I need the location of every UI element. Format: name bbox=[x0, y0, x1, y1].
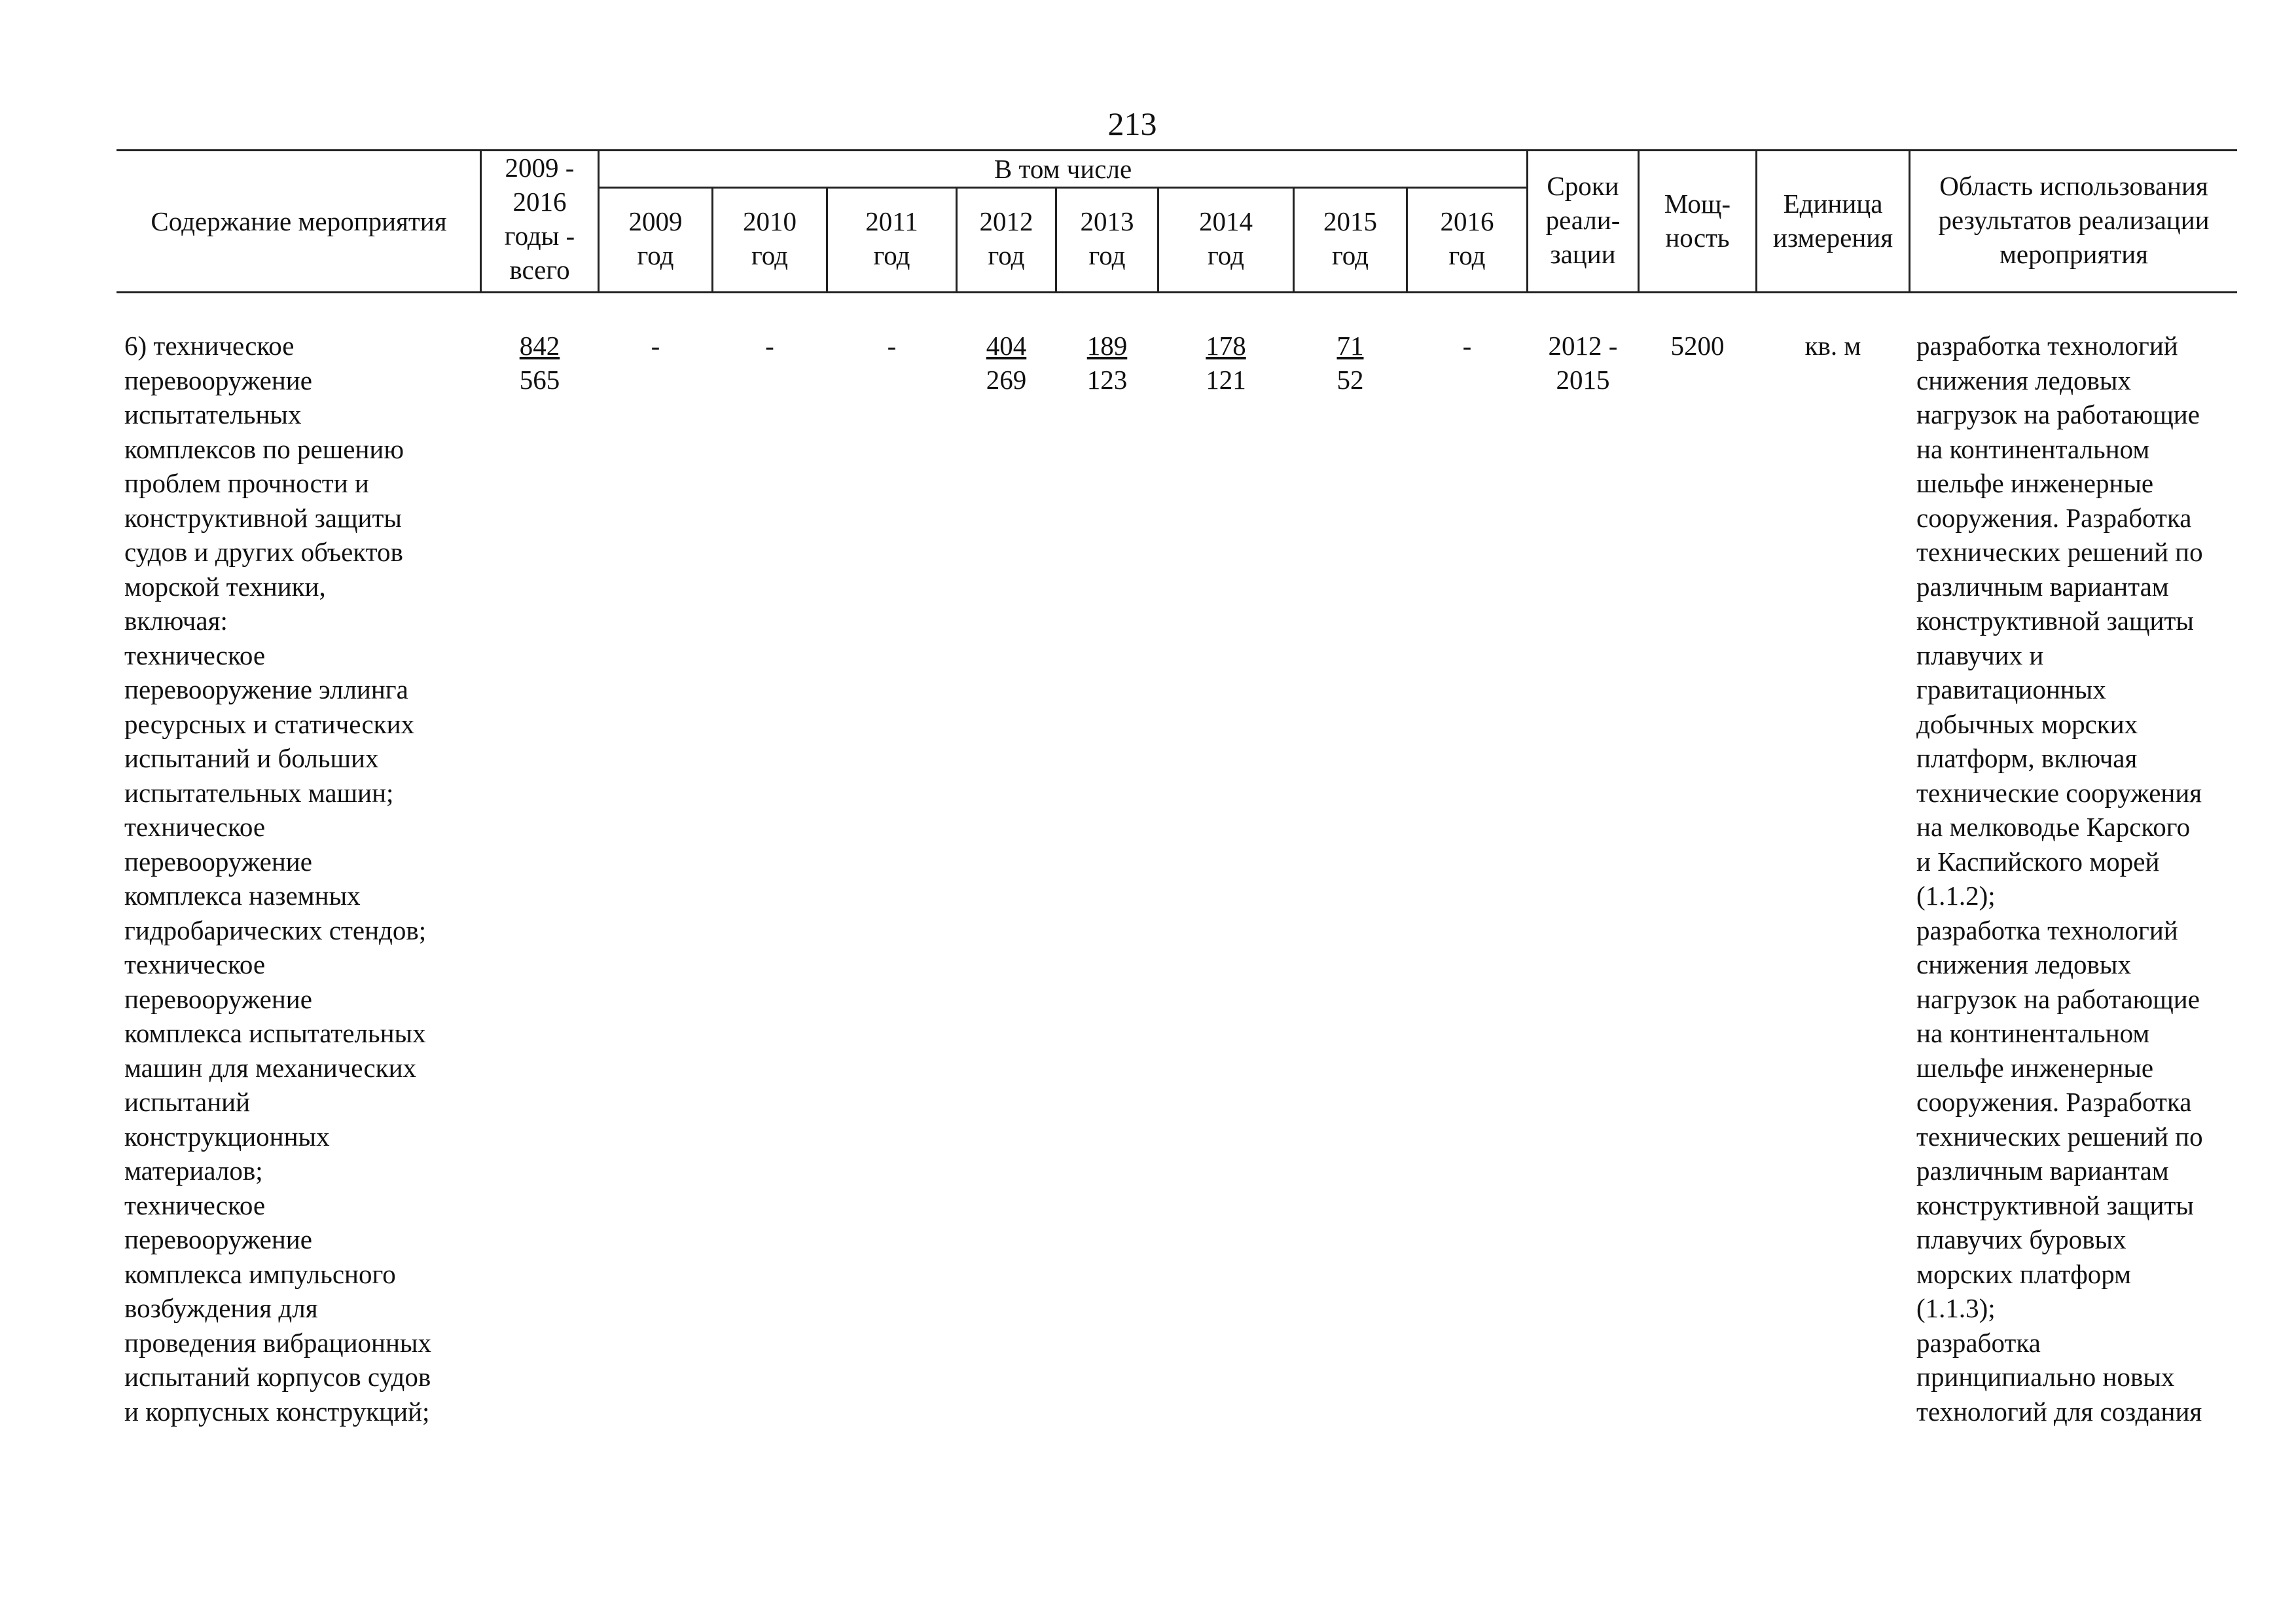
header-unit: Единица измерения bbox=[1772, 189, 1893, 253]
value-2013-top: 189 bbox=[1086, 331, 1128, 361]
value-2015-bottom: 52 bbox=[1336, 365, 1364, 395]
header-including: В том числе bbox=[994, 154, 1132, 184]
value-2011: - bbox=[887, 331, 897, 361]
row-unit: кв. м bbox=[1804, 331, 1861, 361]
table-top-rule bbox=[117, 149, 2237, 151]
value-2012-top: 404 bbox=[986, 331, 1027, 361]
value-2010: - bbox=[765, 331, 774, 361]
value-2009: - bbox=[651, 331, 660, 361]
total-bottom: 565 bbox=[519, 365, 560, 395]
including-divider bbox=[598, 187, 1528, 189]
header-year-2012: 2012 год bbox=[979, 206, 1033, 270]
header-year-2014: 2014 год bbox=[1199, 206, 1253, 270]
header-year-2010: 2010 год bbox=[743, 206, 797, 270]
header-year-2013: 2013 год bbox=[1080, 206, 1134, 270]
value-2015-top: 71 bbox=[1336, 331, 1364, 361]
row-area: разработка технологий снижения ледовых нагрузок на работающие на континентальном шельфе инженерные сооружения. Разработка технических решений по различным вариантам конструктивной защиты плавучих и гравитационных добычных морских платформ, включая технические сооружения на мелководье Карского и Каспийского морей (1.1.2); разработка технологий снижения ледовых нагрузок на работающие на континентальном шельфе инженерные сооружения. Разработка технических решений по различным вариантам конструктивной защиты плавучих буровых морских платформ (1.1.3); разработка принципиально новых технологий для создания bbox=[1916, 331, 2203, 1427]
header-content: Содержание мероприятия bbox=[151, 206, 447, 236]
row-capacity: 5200 bbox=[1670, 331, 1725, 361]
row-terms: 2012 - 2015 bbox=[1548, 331, 1618, 395]
header-capacity: Мощ- ность bbox=[1664, 189, 1731, 253]
value-2014-top: 178 bbox=[1206, 331, 1246, 361]
header-year-2009: 2009 год bbox=[628, 206, 683, 270]
value-2013-bottom: 123 bbox=[1086, 365, 1128, 395]
row-content: 6) техническое перевооружение испытательных комплексов по решению проблем прочности и конструктивной защиты судов и других объектов морской техники, включая: техническое перевооружение эллинга ресурсных и статических испытаний и больших испытательных машин; техническое перевооружение комплекса наземных гидробарических стендов; техническое перевооружение комплекса испытательных машин для механических испытаний конструкционных материалов; техническое перевооружение комплекса импульсного возбуждения для проведения вибрационных испытаний корпусов судов и корпусных конструкций; bbox=[124, 331, 431, 1427]
header-total: 2009 - 2016 годы - всего bbox=[504, 153, 575, 285]
header-year-2011: 2011 год bbox=[865, 206, 918, 270]
header-bottom-rule bbox=[117, 291, 2237, 293]
header-year-2016: 2016 год bbox=[1440, 206, 1494, 270]
value-2016: - bbox=[1462, 331, 1472, 361]
value-2014-bottom: 121 bbox=[1206, 365, 1246, 395]
page-number: 213 bbox=[1107, 105, 1157, 142]
value-2012-bottom: 269 bbox=[986, 365, 1027, 395]
header-terms: Сроки реали- зации bbox=[1545, 171, 1621, 269]
header-area: Область использования результатов реализации мероприятия bbox=[1938, 171, 2210, 269]
header-year-2015: 2015 год bbox=[1323, 206, 1377, 270]
total-top: 842 bbox=[519, 331, 560, 361]
